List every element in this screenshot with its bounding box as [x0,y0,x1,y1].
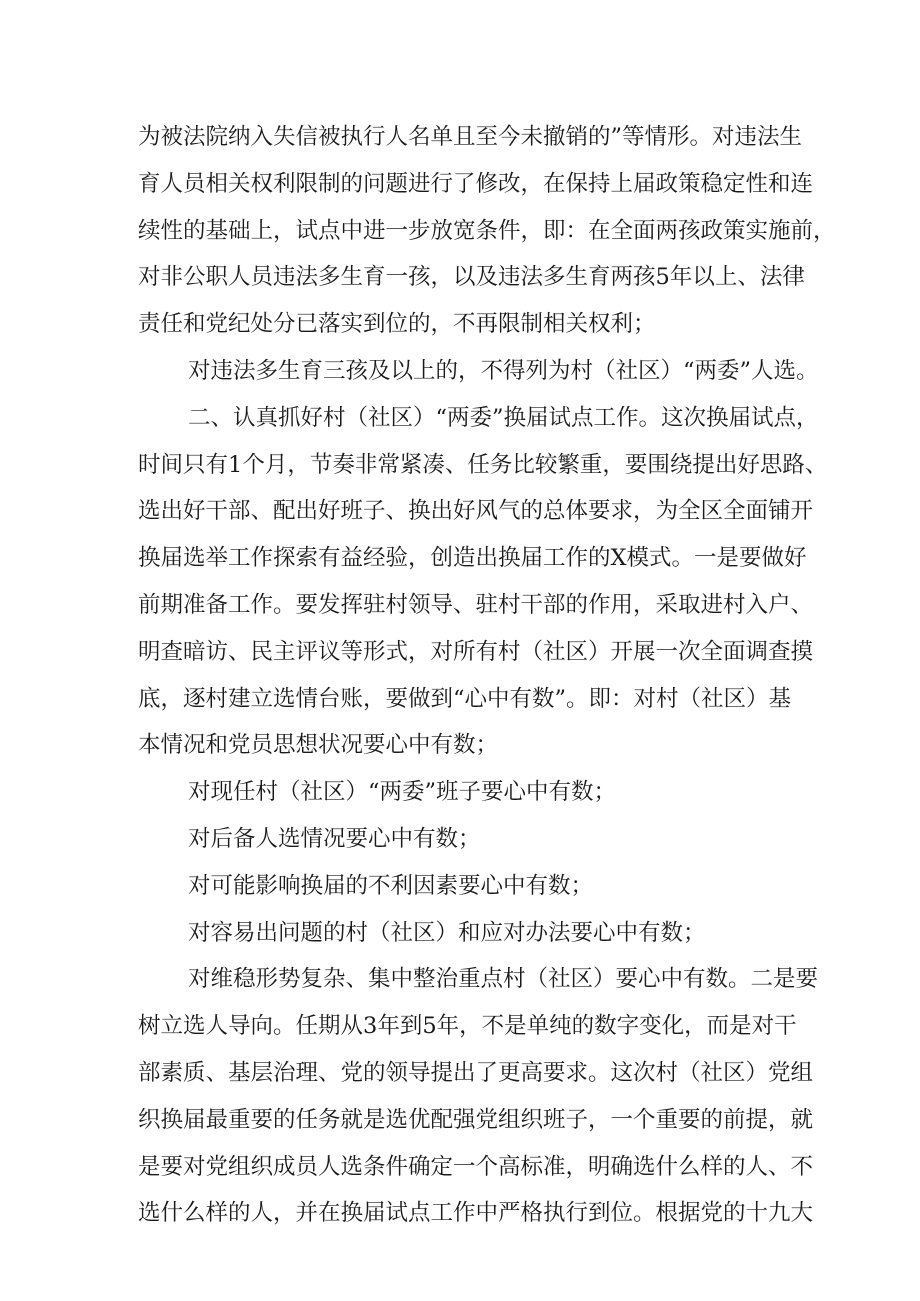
text-line: 对容易出问题的村（社区）和应对办法要心中有数； [188,919,706,946]
text-line: 对可能影响换届的不利因素要心中有数； [188,872,594,899]
text-line: 育人员相关权利限制的问题进行了修改，在保持上届政策稳定性和连 [138,170,814,197]
text-line: 二、认真抓好村（社区）“两委”换届试点工作。这次换届试点， [188,404,819,431]
text-line: 对后备人选情况要心中有数； [188,825,481,852]
text-line: 对违法多生育三孩及以上的，不得列为村（社区）“两委”人选。 [188,357,819,384]
text-line: 对非公职人员违法多生育一孩，以及违法多生育两孩5年以上、法律 [138,264,805,291]
text-line: 本情况和党员思想状况要心中有数； [138,732,499,759]
text-line: 树立选人导向。任期从3年到5年，不是单纯的数字变化，而是对干 [138,1013,797,1040]
text-line: 前期准备工作。要发挥驻村领导、驻村干部的作用，采取进村入户、 [138,591,814,618]
text-line: 底，逐村建立选情台账，要做到“心中有数”。即：对村（社区）基 [138,685,792,712]
text-line: 责任和党纪处分已落实到位的，不再限制相关权利； [138,311,656,338]
text-line: 对现任村（社区）“两委”班子要心中有数； [188,779,617,806]
text-line: 换届选举工作探索有益经验，创造出换届工作的X模式。一是要做好 [138,545,807,572]
document-body [138,114,836,1237]
text-line: 织换届最重要的任务就是选优配强党组织班子，一个重要的前提，就 [138,1106,814,1133]
text-line: 为被法院纳入失信被执行人名单且至今未撤销的”等情形。对违法生 [138,124,803,150]
text-line: 明查暗访、民主评议等形式，对所有村（社区）开展一次全面调查摸 [138,638,814,665]
text-line: 选出好干部、配出好班子、换出好风气的总体要求，为全区全面铺开 [138,498,814,525]
text-line: 续性的基础上，试点中进一步放宽条件，即：在全面两孩政策实施前， [138,217,836,244]
text-line: 是要对党组织成员人选条件确定一个高标准，明确选什么样的人、不 [138,1153,814,1180]
text-line: 对维稳形势复杂、集中整治重点村（社区）要心中有数。二是要 [188,966,819,993]
text-line: 选什么样的人，并在换届试点工作中严格执行到位。根据党的十九大 [138,1200,814,1227]
text-line: 部素质、基层治理、党的领导提出了更高要求。这次村（社区）党组 [138,1059,814,1086]
text-line: 时间只有1个月，节奏非常紧凑、任务比较繁重，要围绕提出好思路、 [138,451,828,478]
